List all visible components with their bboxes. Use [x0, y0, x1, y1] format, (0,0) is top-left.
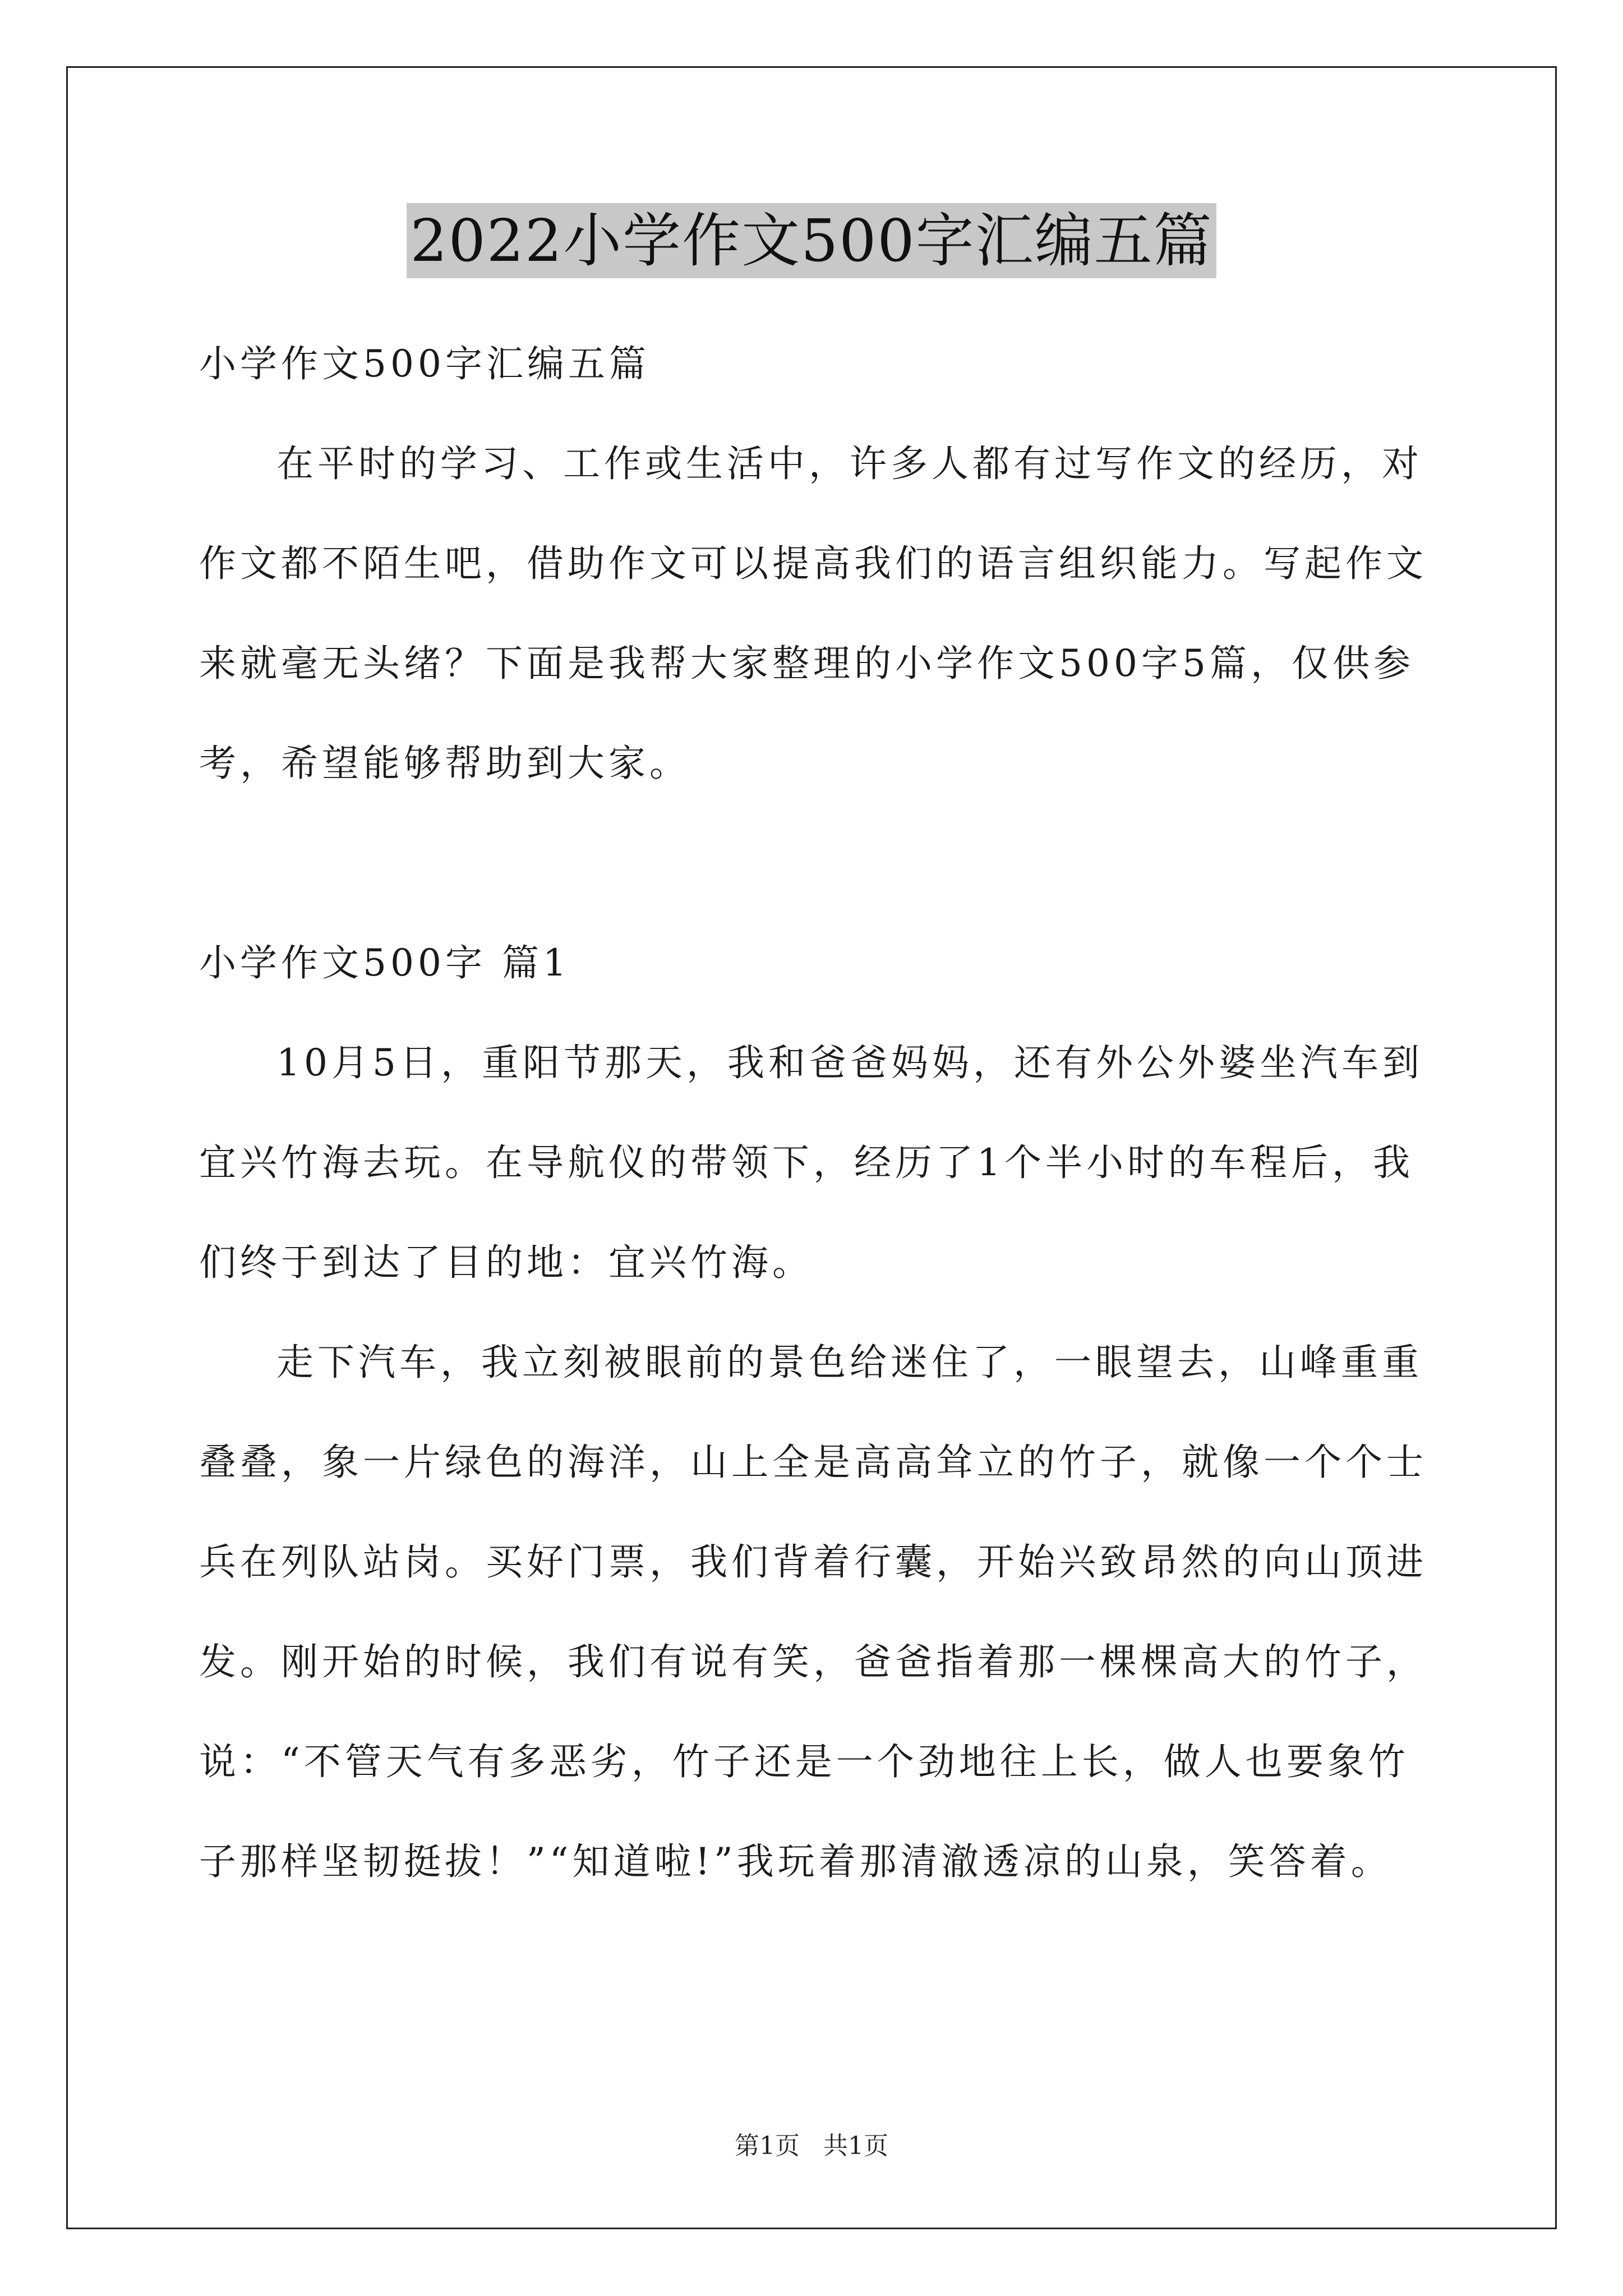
paragraph-line: 们终于到达了目的地：宜兴竹海。 — [199, 1241, 813, 1284]
intro-line: 来就毫无头绪？下面是我帮大家整理的小学作文500字5篇，仅供参 — [199, 642, 1414, 685]
paragraph-line: 兵在列队站岗。买好门票，我们背着行囊，开始兴致昂然的向山顶进 — [199, 1540, 1427, 1584]
section-heading: 小学作文500字 篇1 — [199, 941, 570, 984]
document-body — [199, 314, 1427, 1912]
title-container — [0, 203, 1623, 278]
paragraph-line: 10月5日，重阳节那天，我和爸爸妈妈，还有外公外婆坐汽车到 — [276, 1041, 1423, 1084]
document-subtitle: 小学作文500字汇编五篇 — [199, 342, 650, 385]
paragraph-line: 走下汽车，我立刻被眼前的景色给迷住了，一眼望去，山峰重重 — [276, 1341, 1423, 1384]
paragraph-line: 说：“不管天气有多恶劣，竹子还是一个劲地往上长，做人也要象竹 — [199, 1740, 1409, 1783]
paragraph-line: 叠叠，象一片绿色的海洋，山上全是高高耸立的竹子，就像一个个士 — [199, 1441, 1427, 1484]
paragraph-gap — [199, 813, 1427, 913]
page-footer: 第1页 共1页 — [735, 2132, 888, 2160]
intro-line: 在平时的学习、工作或生活中，许多人都有过写作文的经历，对 — [276, 442, 1423, 485]
paragraph-line: 子那样坚韧挺拔！”“知道啦!”我玩着那清澈透凉的山泉，笑答着。 — [199, 1840, 1392, 1883]
paragraph-line: 宜兴竹海去玩。在导航仪的带领下，经历了1个半小时的车程后，我 — [199, 1141, 1414, 1184]
document-title: 2022小学作文500字汇编五篇 — [407, 203, 1216, 278]
intro-line: 考，希望能够帮助到大家。 — [199, 742, 690, 785]
intro-line: 作文都不陌生吧，借助作文可以提高我们的语言组织能力。写起作文 — [199, 542, 1427, 585]
paragraph-line: 发。刚开始的时候，我们有说有笑，爸爸指着那一棵棵高大的竹子， — [199, 1640, 1427, 1683]
